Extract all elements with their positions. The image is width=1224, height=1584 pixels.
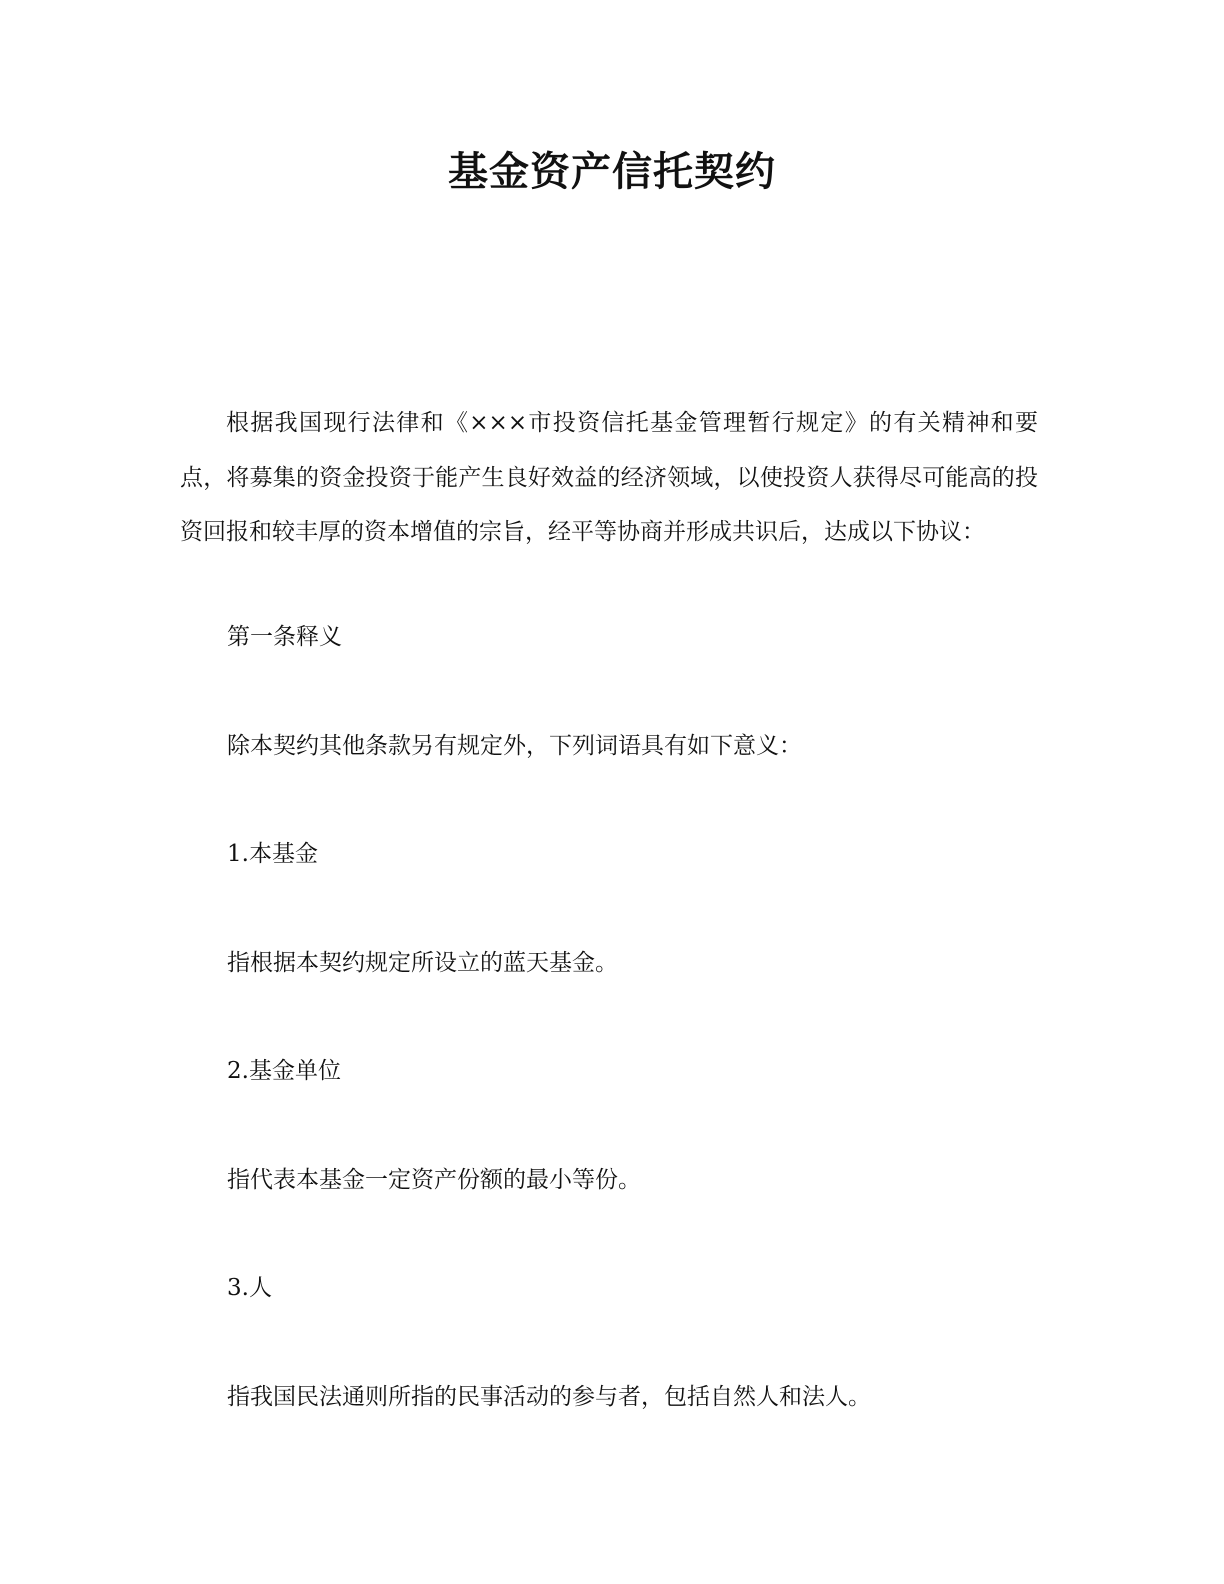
article-heading: 第一条释义 [227,624,342,650]
definition-text-person: 指我国民法通则所指的民事活动的参与者，包括自然人和法人。 [227,1384,871,1410]
definition-term-fund-unit: 2.基金单位 [227,1058,341,1084]
definition-term-person: 3.人 [227,1275,272,1301]
definitions-intro: 除本契约其他条款另有规定外，下列词语具有如下意义： [227,733,802,759]
document-title: 基金资产信托契约 [448,149,776,195]
definition-text-fund-unit: 指代表本基金一定资产份额的最小等份。 [227,1167,641,1193]
definition-text-fund: 指根据本契约规定所设立的蓝天基金。 [227,950,618,976]
intro-paragraph: 根据我国现行法律和《×××市投资信托基金管理暂行规定》的有关精神和要点，将募集的资金投资于能产生良好效益的经济领域，以使投资人获得尽可能高的投资回报和较丰厚的资本增值的宗旨，经平等协商并形成共识后，达成以下协议： [180,410,1038,545]
definition-term-fund: 1.本基金 [227,841,318,867]
